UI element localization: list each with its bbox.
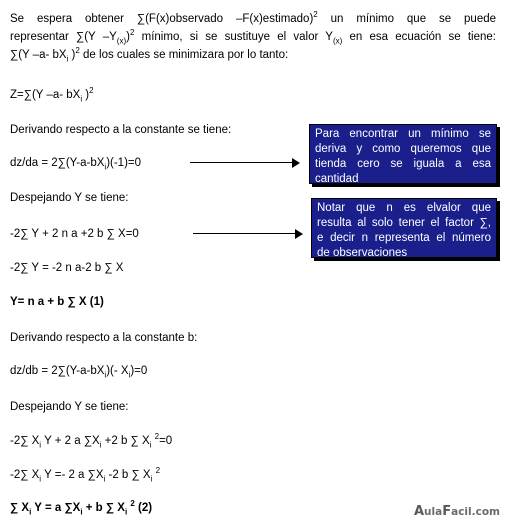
text: un mínimo que se puede bbox=[317, 13, 497, 25]
sup: 2 bbox=[75, 46, 80, 56]
text: =0 bbox=[159, 435, 173, 447]
intro-line-1 bbox=[10, 10, 496, 28]
sub: i bbox=[29, 507, 32, 517]
equation-a1: -2∑ Y + 2 n a +2 b ∑ X=0 bbox=[10, 228, 139, 240]
note-line: cantidad bbox=[315, 173, 359, 185]
text: Y + 2 a ∑X bbox=[41, 435, 100, 447]
sub: (x) bbox=[116, 36, 127, 46]
text: Y =- 2 a ∑X bbox=[41, 469, 104, 481]
sub: i bbox=[104, 162, 107, 172]
note-line: deriva y como queremos que bbox=[315, 143, 491, 155]
note-line: e decir n representa el número bbox=[317, 232, 491, 244]
sup: 2 bbox=[313, 10, 318, 20]
note-box-minimum bbox=[309, 124, 497, 184]
text: -2∑ X bbox=[10, 469, 40, 481]
text: ∑ X bbox=[10, 502, 30, 514]
sub: i bbox=[99, 440, 102, 450]
text: mínimo, si se sustituye el valor Y bbox=[134, 31, 333, 43]
note-line: Para encontrar un mínimo se bbox=[315, 128, 491, 140]
text: F bbox=[442, 504, 452, 519]
sup: 2 bbox=[129, 28, 135, 38]
text: )=0 bbox=[130, 365, 148, 377]
sup: 2 bbox=[154, 432, 160, 442]
dz-da-equation bbox=[10, 157, 142, 172]
sub: i bbox=[104, 370, 107, 380]
text: ula bbox=[424, 506, 443, 518]
text: ) bbox=[82, 89, 90, 101]
text: Y = a ∑X bbox=[31, 502, 81, 514]
equation-b1 bbox=[10, 432, 173, 450]
text: +2 b ∑ X bbox=[101, 435, 150, 447]
text: + b ∑ X bbox=[82, 502, 125, 514]
text: -2∑ X bbox=[10, 435, 40, 447]
derivative-b-title: Derivando respecto a la constante b: bbox=[10, 332, 198, 344]
aulafacil-logo bbox=[414, 504, 500, 519]
text: representar ∑(Y –Y bbox=[10, 31, 117, 43]
text: en esa ecuación se tiene: bbox=[342, 31, 496, 43]
note-box-n-value bbox=[311, 198, 497, 258]
dz-db-equation bbox=[10, 365, 148, 380]
note-line: Notar que n es elvalor que bbox=[317, 202, 491, 214]
text: )(- X bbox=[106, 365, 129, 377]
note-line: de observaciones bbox=[317, 247, 408, 259]
sub: i bbox=[66, 54, 69, 64]
text: Z=∑(Y –a- bX bbox=[10, 89, 81, 101]
sub: i bbox=[39, 474, 42, 484]
sub: i bbox=[80, 507, 83, 517]
despejando-1: Despejando Y se tiene: bbox=[10, 192, 129, 204]
equation-a2: -2∑ Y = -2 n a-2 b ∑ X bbox=[10, 262, 124, 274]
sub: i bbox=[128, 370, 131, 380]
text: (2) bbox=[134, 502, 153, 514]
sub: i bbox=[39, 440, 42, 450]
equation-b2 bbox=[10, 466, 161, 484]
intro-line-2 bbox=[10, 28, 496, 46]
sup: 2 bbox=[130, 499, 135, 509]
sub: i bbox=[80, 94, 83, 104]
text: .com bbox=[471, 506, 500, 518]
note-line: tienda cero se iguala a esa bbox=[315, 158, 491, 170]
arrow-icon bbox=[193, 229, 303, 239]
text: ) bbox=[68, 49, 76, 61]
text: Se espera obtener ∑(F(x)observado –F(x)estimado) bbox=[10, 13, 314, 25]
intro-line-3 bbox=[10, 46, 496, 64]
sup: 2 bbox=[89, 86, 94, 96]
text: acil bbox=[451, 506, 472, 518]
text: dz/db = 2∑(Y-a-bX bbox=[10, 365, 105, 377]
text: ∑(Y –a- bX bbox=[10, 49, 67, 61]
text: -2 b ∑ X bbox=[105, 469, 151, 481]
text: de los cuales se minimizara por lo tanto: bbox=[79, 49, 289, 61]
sub: i bbox=[124, 507, 128, 517]
arrow-icon bbox=[190, 158, 300, 168]
equation-1: Y= n a + b ∑ X (1) bbox=[10, 296, 104, 308]
sub: i bbox=[150, 474, 153, 484]
derivative-a-title: Derivando respecto a la constante se tiene: bbox=[10, 124, 232, 136]
note-line: resulta al solo tener el factor ∑, bbox=[317, 217, 491, 229]
z-equation bbox=[10, 86, 94, 104]
text: )(-1)=0 bbox=[106, 157, 142, 169]
despejando-2: Despejando Y se tiene: bbox=[10, 401, 129, 413]
sub: i bbox=[103, 474, 106, 484]
text: ) bbox=[126, 31, 130, 43]
equation-2 bbox=[10, 499, 153, 517]
sup: 2 bbox=[155, 466, 161, 476]
text: dz/da = 2∑(Y-a-bX bbox=[10, 157, 105, 169]
sub: i bbox=[149, 440, 152, 450]
sub: (x) bbox=[332, 36, 343, 46]
intro-paragraph bbox=[10, 10, 496, 64]
text: A bbox=[413, 504, 425, 519]
